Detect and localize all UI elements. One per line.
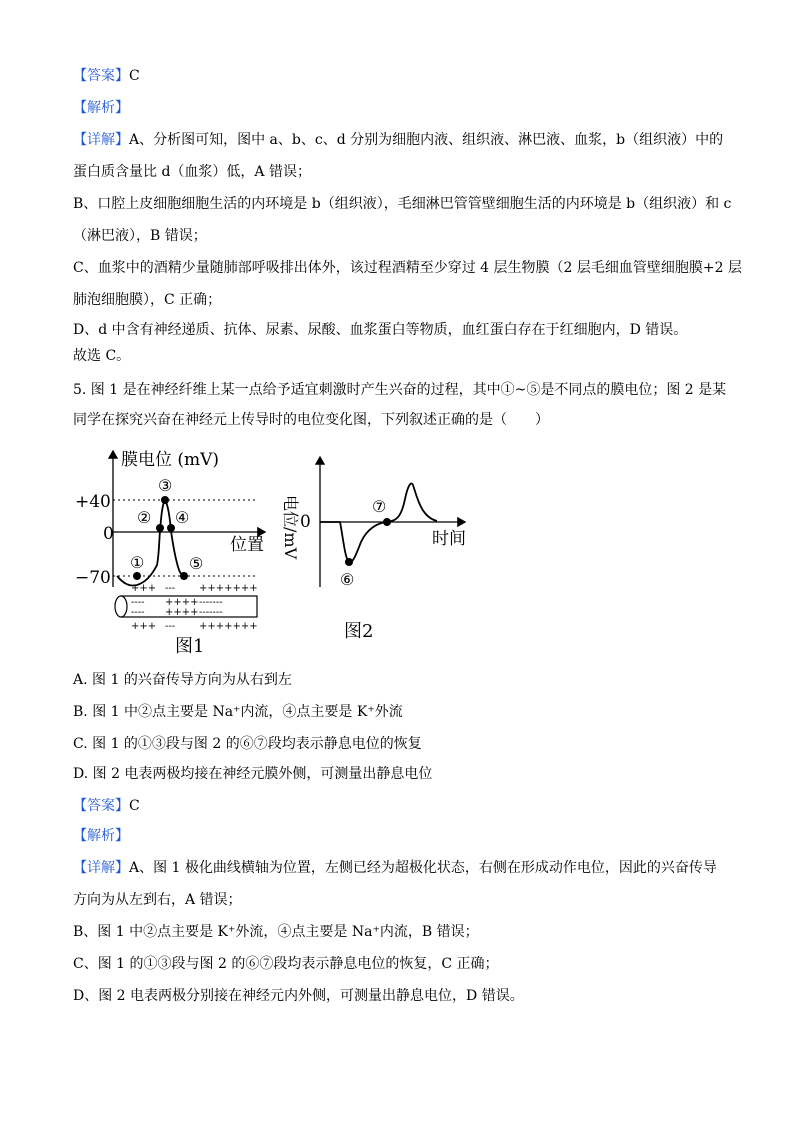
q4-detail-line: （淋巴液），B 错误； xyxy=(73,228,207,244)
fig1-tick-plus40: +40 xyxy=(75,492,111,512)
fig1-label-3: ③ xyxy=(158,476,173,495)
q4-analysis-label: 【解析】 xyxy=(73,100,129,116)
fig1-label-1: ① xyxy=(130,553,145,572)
fig1-tick-minus70: −70 xyxy=(75,568,111,588)
fig1-charge-inner-2: ++++ xyxy=(165,597,199,608)
q5-detail-line: D、图 2 电表两极分别接在神经元内外侧，可测量出静息电位，D 错误。 xyxy=(73,988,524,1004)
figure-1 xyxy=(75,450,265,657)
fig1-y-label: 膜电位 (mV) xyxy=(121,450,220,470)
fig1-charge-inner-1: ---- xyxy=(131,597,145,608)
answer-value: C xyxy=(129,68,140,84)
fig2-label-7: ⑦ xyxy=(372,497,387,516)
fig2-dot-7 xyxy=(383,518,391,526)
fig2-dot-6 xyxy=(345,558,353,566)
fig1-charge-top-3: +++++++ xyxy=(199,583,258,594)
answer-value: C xyxy=(129,798,140,814)
fig2-y-label: 电位/mV xyxy=(281,495,300,560)
q5-detail-line: B、图 1 中②点主要是 K⁺外流，④点主要是 Na⁺内流，B 错误； xyxy=(73,924,479,940)
answer-label: 【答案】 xyxy=(73,798,129,814)
q4-conclusion: 故选 C。 xyxy=(73,348,131,364)
fig1-charge-inner-3: ------- xyxy=(199,597,223,608)
fig1-label-2: ② xyxy=(137,508,152,527)
q4-detail-line: 蛋白质含量比 d（血浆）低，A 错误； xyxy=(73,164,311,180)
q5-option-d: D. 图 2 电表两极均接在神经元膜外侧，可测量出静息电位 xyxy=(73,766,433,782)
fig2-label-6: ⑥ xyxy=(340,570,355,589)
q5-option-b: B. 图 1 中②点主要是 Na⁺内流，④点主要是 K⁺外流 xyxy=(73,704,403,720)
fig1-dot-5 xyxy=(180,572,188,580)
q5-answer xyxy=(73,796,140,816)
fig1-dot-3 xyxy=(161,496,169,504)
q4-detail-line: D、d 中含有神经递质、抗体、尿素、尿酸、血浆蛋白等物质，血红蛋白存在于红细胞内，D 错误。 xyxy=(73,322,688,338)
fig2-x-label: 时间 xyxy=(432,529,466,549)
fig1-dot-4 xyxy=(167,524,175,532)
detail-label: 【详解】 xyxy=(73,860,129,876)
fig1-label-4: ④ xyxy=(175,508,190,527)
q5-option-c: C. 图 1 的①③段与图 2 的⑥⑦段均表示静息电位的恢复 xyxy=(73,736,422,752)
fig1-charge-bottom-2: --- xyxy=(165,621,176,632)
fig1-charge-inner-6: ------- xyxy=(199,607,223,618)
fig1-charge-bottom-1: +++ xyxy=(131,621,157,632)
q5-stem-line: 5. 图 1 是在神经纤维上某一点给予适宜刺激时产生兴奋的过程，其中①~⑤是不同点的膜电位；图 2 是某 xyxy=(73,382,727,398)
q5-option-a: A. 图 1 的兴奋传导方向为从右到左 xyxy=(73,672,292,688)
fig1-tick-zero: 0 xyxy=(103,524,114,544)
detail-label: 【详解】 xyxy=(73,132,129,148)
q4-detail-line: 【详解】A、分析图可知，图中 a、b、c、d 分别为细胞内液、组织液、淋巴液、血浆，b（组织液）中的 xyxy=(73,132,724,148)
fig1-dot-2 xyxy=(156,524,164,532)
fig1-charge-top-2: --- xyxy=(165,583,176,594)
figure-2 xyxy=(281,457,466,642)
q4-detail-line: B、口腔上皮细胞细胞生活的内环境是 b（组织液），毛细淋巴管管壁细胞生活的内环境是 b（组织液）和 c xyxy=(73,196,732,212)
fig2-caption: 图2 xyxy=(344,621,374,642)
q5-analysis-label: 【解析】 xyxy=(73,828,129,844)
fig2-zero: 0 xyxy=(300,512,311,532)
q5-detail-line: 方向为从左到右，A 错误； xyxy=(73,892,242,908)
q4-detail-line: 肺泡细胞膜），C 正确； xyxy=(73,292,222,308)
fig1-x-label: 位置 xyxy=(230,535,264,555)
fig1-label-5: ⑤ xyxy=(189,554,204,573)
q5-stem-line: 同学在探究兴奋在神经元上传导时的电位变化图，下列叙述正确的是（ ） xyxy=(73,412,549,428)
fig1-charge-inner-5: ++++ xyxy=(165,607,199,618)
fig1-dot-1 xyxy=(133,572,141,580)
fig1-charge-bottom-3: +++++++ xyxy=(199,621,258,632)
fig1-charge-inner-4: ---- xyxy=(131,607,145,618)
fig1-caption: 图1 xyxy=(175,636,205,657)
figure-svg xyxy=(75,447,495,662)
answer-label: 【答案】 xyxy=(73,68,129,84)
q5-detail-line: C、图 1 的①③段与图 2 的⑥⑦段均表示静息电位的恢复，C 正确； xyxy=(73,956,499,972)
q5-detail-line: 【详解】A、图 1 极化曲线横轴为位置，左侧已经为超极化状态，右侧在形成动作电位，因此的兴奋传导 xyxy=(73,860,717,876)
q5-figures xyxy=(75,447,495,662)
fig2-curve xyxy=(320,484,437,563)
q4-detail-line: C、血浆中的酒精少量随肺部呼吸排出体外，该过程酒精至少穿过 4 层生物膜（2 层毛细血管壁细胞膜+2 层 xyxy=(73,260,742,276)
fig1-charge-top-1: +++ xyxy=(131,583,157,594)
fig1-fiber-end xyxy=(115,596,127,617)
q4-answer xyxy=(73,66,140,86)
